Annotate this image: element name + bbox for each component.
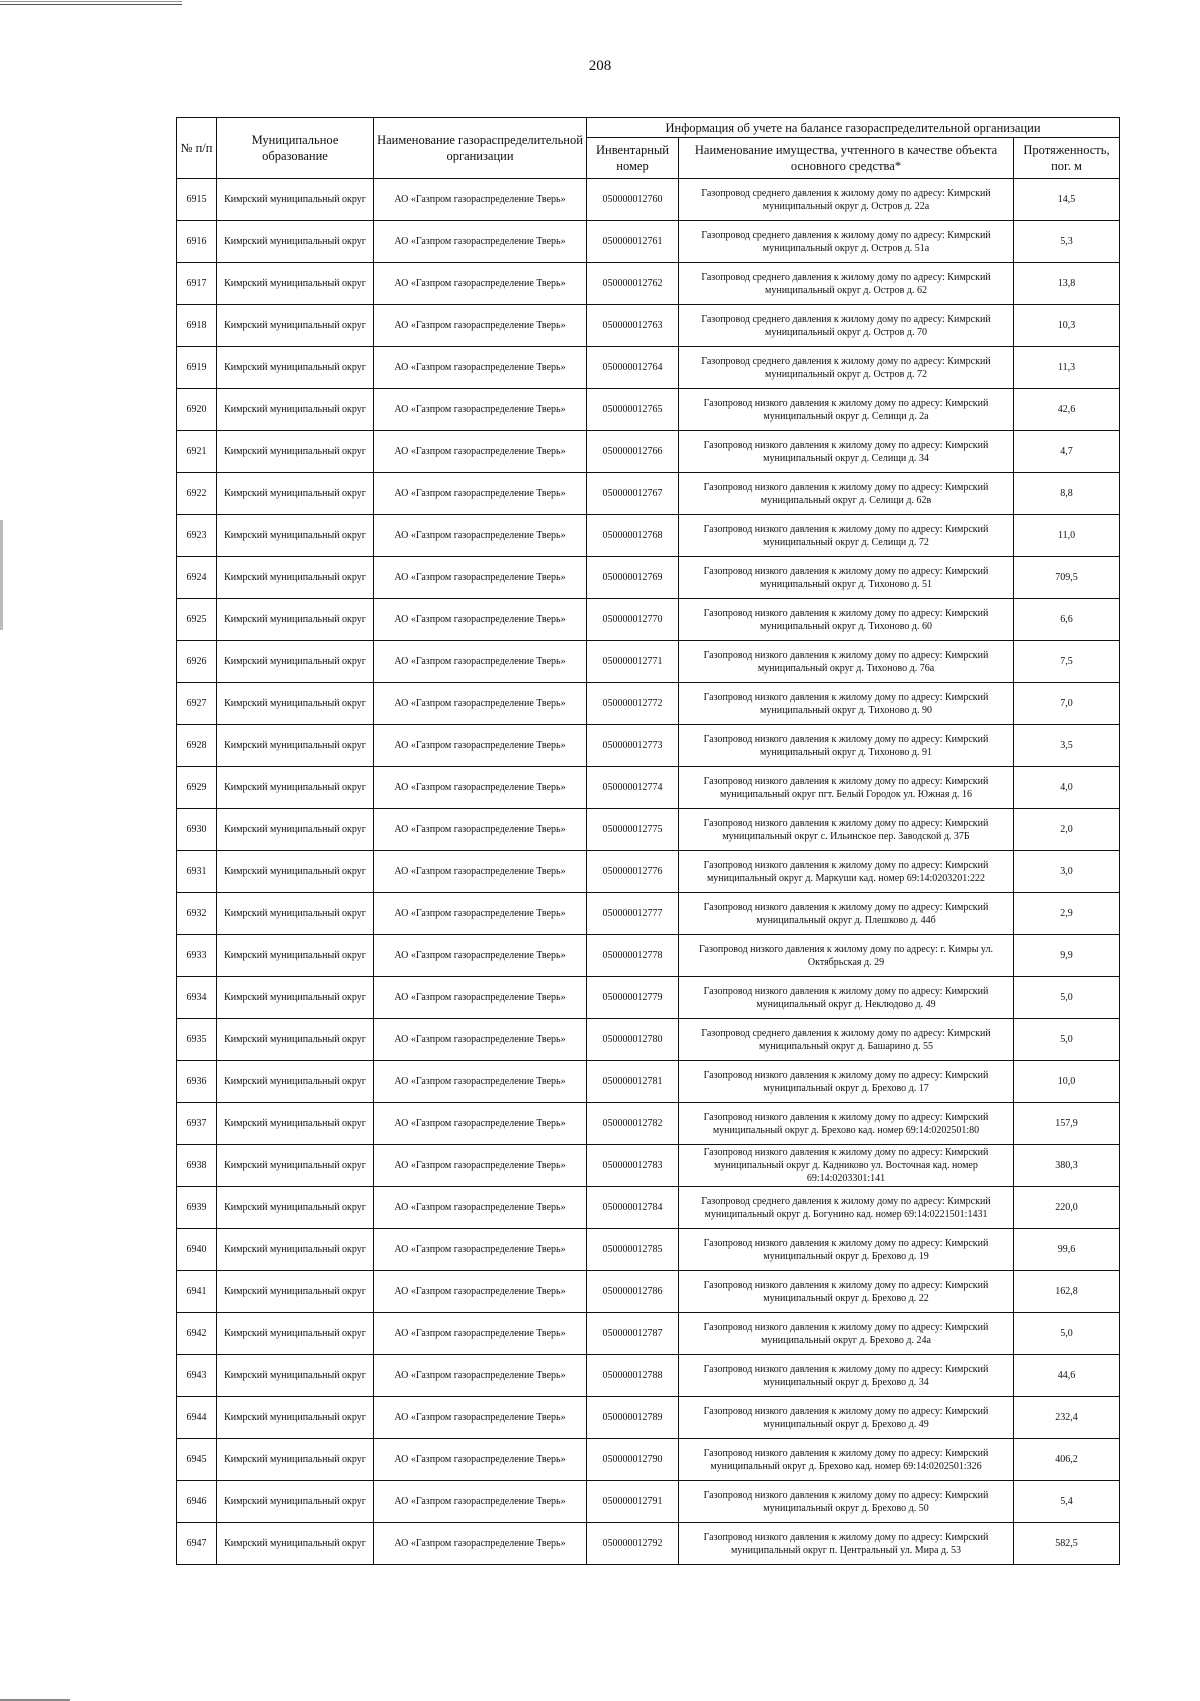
municipality-cell: Кимрский муниципальный округ [217, 1103, 374, 1145]
organization-cell: АО «Газпром газораспределение Тверь» [374, 1019, 587, 1061]
inventory-number-cell: 050000012768 [587, 515, 679, 557]
asset-description-cell: Газопровод низкого давления к жилому дому по адресу: Кимрский муниципальный округ д. Брехово д. 49 [679, 1397, 1014, 1439]
table-row [177, 1187, 1120, 1229]
length-cell: 157,9 [1014, 1103, 1120, 1145]
table-body [177, 179, 1120, 1565]
organization-cell: АО «Газпром газораспределение Тверь» [374, 1187, 587, 1229]
corner-rule [0, 4, 182, 5]
organization-cell: АО «Газпром газораспределение Тверь» [374, 1523, 587, 1565]
municipality-cell: Кимрский муниципальный округ [217, 809, 374, 851]
organization-cell: АО «Газпром газораспределение Тверь» [374, 431, 587, 473]
length-cell: 99,6 [1014, 1229, 1120, 1271]
organization-cell: АО «Газпром газораспределение Тверь» [374, 809, 587, 851]
inventory-number-cell: 050000012777 [587, 893, 679, 935]
length-cell: 14,5 [1014, 179, 1120, 221]
row-number: 6920 [177, 389, 217, 431]
municipality-cell: Кимрский муниципальный округ [217, 1019, 374, 1061]
table-header-row [177, 118, 1120, 138]
organization-cell: АО «Газпром газораспределение Тверь» [374, 1145, 587, 1187]
asset-description-cell: Газопровод низкого давления к жилому дому по адресу: Кимрский муниципальный округ д. Брехово д. 17 [679, 1061, 1014, 1103]
inventory-number-cell: 050000012767 [587, 473, 679, 515]
asset-description-cell: Газопровод низкого давления к жилому дому по адресу: Кимрский муниципальный округ д. Плешково д. 44б [679, 893, 1014, 935]
table-row [177, 347, 1120, 389]
table-row [177, 851, 1120, 893]
municipality-cell: Кимрский муниципальный округ [217, 1271, 374, 1313]
municipality-cell: Кимрский муниципальный округ [217, 221, 374, 263]
length-cell: 4,7 [1014, 431, 1120, 473]
corner-rule-top [0, 1, 182, 2]
organization-cell: АО «Газпром газораспределение Тверь» [374, 683, 587, 725]
organization-cell: АО «Газпром газораспределение Тверь» [374, 305, 587, 347]
length-cell: 2,9 [1014, 893, 1120, 935]
row-number: 6945 [177, 1439, 217, 1481]
municipality-cell: Кимрский муниципальный округ [217, 1313, 374, 1355]
table-row [177, 683, 1120, 725]
asset-description-cell: Газопровод среднего давления к жилому дому по адресу: Кимрский муниципальный округ д. Остров д. 72 [679, 347, 1014, 389]
asset-description-cell: Газопровод низкого давления к жилому дому по адресу: Кимрский муниципальный округ д. Селищи д. 2а [679, 389, 1014, 431]
asset-description-cell: Газопровод низкого давления к жилому дому по адресу: Кимрский муниципальный округ д. Селищи д. 62в [679, 473, 1014, 515]
header-organization: Наименование газораспределительной организации [374, 118, 587, 179]
organization-cell: АО «Газпром газораспределение Тверь» [374, 515, 587, 557]
table-row [177, 641, 1120, 683]
row-number: 6935 [177, 1019, 217, 1061]
inventory-number-cell: 050000012774 [587, 767, 679, 809]
organization-cell: АО «Газпром газораспределение Тверь» [374, 557, 587, 599]
table-row [177, 221, 1120, 263]
municipality-cell: Кимрский муниципальный округ [217, 1481, 374, 1523]
inventory-number-cell: 050000012783 [587, 1145, 679, 1187]
municipality-cell: Кимрский муниципальный округ [217, 179, 374, 221]
length-cell: 232,4 [1014, 1397, 1120, 1439]
organization-cell: АО «Газпром газораспределение Тверь» [374, 179, 587, 221]
length-cell: 709,5 [1014, 557, 1120, 599]
length-cell: 380,3 [1014, 1145, 1120, 1187]
inventory-number-cell: 050000012776 [587, 851, 679, 893]
inventory-number-cell: 050000012791 [587, 1481, 679, 1523]
asset-description-cell: Газопровод низкого давления к жилому дому по адресу: Кимрский муниципальный округ д. Тихоново д. 90 [679, 683, 1014, 725]
inventory-number-cell: 050000012773 [587, 725, 679, 767]
organization-cell: АО «Газпром газораспределение Тверь» [374, 263, 587, 305]
inventory-number-cell: 050000012775 [587, 809, 679, 851]
municipality-cell: Кимрский муниципальный округ [217, 1523, 374, 1565]
row-number: 6926 [177, 641, 217, 683]
row-number: 6925 [177, 599, 217, 641]
municipality-cell: Кимрский муниципальный округ [217, 767, 374, 809]
length-cell: 3,5 [1014, 725, 1120, 767]
asset-description-cell: Газопровод низкого давления к жилому дому по адресу: Кимрский муниципальный округ д. Селищи д. 72 [679, 515, 1014, 557]
length-cell: 162,8 [1014, 1271, 1120, 1313]
municipality-cell: Кимрский муниципальный округ [217, 977, 374, 1019]
length-cell: 10,3 [1014, 305, 1120, 347]
length-cell: 7,0 [1014, 683, 1120, 725]
municipality-cell: Кимрский муниципальный округ [217, 389, 374, 431]
inventory-number-cell: 050000012790 [587, 1439, 679, 1481]
inventory-number-cell: 050000012784 [587, 1187, 679, 1229]
municipality-cell: Кимрский муниципальный округ [217, 1355, 374, 1397]
organization-cell: АО «Газпром газораспределение Тверь» [374, 347, 587, 389]
municipality-cell: Кимрский муниципальный округ [217, 305, 374, 347]
table-row [177, 515, 1120, 557]
row-number: 6937 [177, 1103, 217, 1145]
organization-cell: АО «Газпром газораспределение Тверь» [374, 599, 587, 641]
inventory-number-cell: 050000012789 [587, 1397, 679, 1439]
table-row [177, 767, 1120, 809]
table-row [177, 1061, 1120, 1103]
table-row [177, 1145, 1120, 1187]
row-number: 6918 [177, 305, 217, 347]
length-cell: 44,6 [1014, 1355, 1120, 1397]
row-number: 6947 [177, 1523, 217, 1565]
asset-description-cell: Газопровод низкого давления к жилому дому по адресу: Кимрский муниципальный округ д. Брехово кад. номер 69:14:0202501:80 [679, 1103, 1014, 1145]
table-row [177, 1439, 1120, 1481]
municipality-cell: Кимрский муниципальный округ [217, 935, 374, 977]
table-row [177, 557, 1120, 599]
municipality-cell: Кимрский муниципальный округ [217, 725, 374, 767]
inventory-number-cell: 050000012782 [587, 1103, 679, 1145]
organization-cell: АО «Газпром газораспределение Тверь» [374, 935, 587, 977]
municipality-cell: Кимрский муниципальный округ [217, 641, 374, 683]
organization-cell: АО «Газпром газораспределение Тверь» [374, 1061, 587, 1103]
row-number: 6932 [177, 893, 217, 935]
row-number: 6936 [177, 1061, 217, 1103]
inventory-number-cell: 050000012763 [587, 305, 679, 347]
row-number: 6915 [177, 179, 217, 221]
municipality-cell: Кимрский муниципальный округ [217, 1397, 374, 1439]
inventory-number-cell: 050000012770 [587, 599, 679, 641]
inventory-number-cell: 050000012762 [587, 263, 679, 305]
asset-description-cell: Газопровод низкого давления к жилому дому по адресу: Кимрский муниципальный округ д. Брехово д. 24а [679, 1313, 1014, 1355]
length-cell: 9,9 [1014, 935, 1120, 977]
length-cell: 13,8 [1014, 263, 1120, 305]
asset-description-cell: Газопровод среднего давления к жилому дому по адресу: Кимрский муниципальный округ д. Богунино кад. номер 69:14:0221501:1431 [679, 1187, 1014, 1229]
row-number: 6917 [177, 263, 217, 305]
table-row [177, 473, 1120, 515]
length-cell: 11,3 [1014, 347, 1120, 389]
row-number: 6942 [177, 1313, 217, 1355]
municipality-cell: Кимрский муниципальный округ [217, 1439, 374, 1481]
inventory-number-cell: 050000012785 [587, 1229, 679, 1271]
header-asset-name: Наименование имущества, учтенного в качестве объекта основного средства* [679, 138, 1014, 179]
table-row [177, 431, 1120, 473]
organization-cell: АО «Газпром газораспределение Тверь» [374, 1481, 587, 1523]
organization-cell: АО «Газпром газораспределение Тверь» [374, 389, 587, 431]
municipality-cell: Кимрский муниципальный округ [217, 347, 374, 389]
asset-description-cell: Газопровод низкого давления к жилому дому по адресу: Кимрский муниципальный округ д. Маркуши кад. номер 69:14:0203201:222 [679, 851, 1014, 893]
municipality-cell: Кимрский муниципальный округ [217, 263, 374, 305]
organization-cell: АО «Газпром газораспределение Тверь» [374, 221, 587, 263]
asset-description-cell: Газопровод низкого давления к жилому дому по адресу: Кимрский муниципальный округ д. Брехово д. 19 [679, 1229, 1014, 1271]
organization-cell: АО «Газпром газораспределение Тверь» [374, 1271, 587, 1313]
municipality-cell: Кимрский муниципальный округ [217, 851, 374, 893]
inventory-number-cell: 050000012766 [587, 431, 679, 473]
row-number: 6929 [177, 767, 217, 809]
inventory-number-cell: 050000012760 [587, 179, 679, 221]
organization-cell: АО «Газпром газораспределение Тверь» [374, 1439, 587, 1481]
asset-description-cell: Газопровод низкого давления к жилому дому по адресу: Кимрский муниципальный округ д. Тихоново д. 76а [679, 641, 1014, 683]
asset-description-cell: Газопровод среднего давления к жилому дому по адресу: Кимрский муниципальный округ д. Остров д. 22а [679, 179, 1014, 221]
length-cell: 5,0 [1014, 1019, 1120, 1061]
row-number: 6916 [177, 221, 217, 263]
municipality-cell: Кимрский муниципальный округ [217, 557, 374, 599]
length-cell: 8,8 [1014, 473, 1120, 515]
asset-description-cell: Газопровод низкого давления к жилому дому по адресу: Кимрский муниципальный округ д. Брехово д. 34 [679, 1355, 1014, 1397]
organization-cell: АО «Газпром газораспределение Тверь» [374, 851, 587, 893]
inventory-number-cell: 050000012779 [587, 977, 679, 1019]
length-cell: 2,0 [1014, 809, 1120, 851]
table-row [177, 599, 1120, 641]
asset-description-cell: Газопровод низкого давления к жилому дому по адресу: Кимрский муниципальный округ д. Тихоново д. 91 [679, 725, 1014, 767]
table-row [177, 1355, 1120, 1397]
asset-description-cell: Газопровод низкого давления к жилому дому по адресу: Кимрский муниципальный округ пгт. Белый Городок ул. Южная д. 16 [679, 767, 1014, 809]
asset-description-cell: Газопровод низкого давления к жилому дому по адресу: Кимрский муниципальный округ д. Брехово д. 50 [679, 1481, 1014, 1523]
inventory-number-cell: 050000012772 [587, 683, 679, 725]
header-inventory-number: Инвентарный номер [587, 138, 679, 179]
length-cell: 7,5 [1014, 641, 1120, 683]
length-cell: 6,6 [1014, 599, 1120, 641]
row-number: 6941 [177, 1271, 217, 1313]
row-number: 6922 [177, 473, 217, 515]
table-row [177, 1523, 1120, 1565]
length-cell: 220,0 [1014, 1187, 1120, 1229]
table-row [177, 1103, 1120, 1145]
inventory-number-cell: 050000012761 [587, 221, 679, 263]
asset-description-cell: Газопровод среднего давления к жилому дому по адресу: Кимрский муниципальный округ д. Башарино д. 55 [679, 1019, 1014, 1061]
row-number: 6928 [177, 725, 217, 767]
table-row [177, 1397, 1120, 1439]
municipality-cell: Кимрский муниципальный округ [217, 1229, 374, 1271]
municipality-cell: Кимрский муниципальный округ [217, 599, 374, 641]
table-row [177, 263, 1120, 305]
gas-pipeline-registry-table [176, 117, 1120, 1565]
page-number: 208 [588, 58, 612, 74]
row-number: 6919 [177, 347, 217, 389]
table-row [177, 1229, 1120, 1271]
organization-cell: АО «Газпром газораспределение Тверь» [374, 1103, 587, 1145]
length-cell: 5,0 [1014, 977, 1120, 1019]
row-number: 6921 [177, 431, 217, 473]
length-cell: 5,0 [1014, 1313, 1120, 1355]
asset-description-cell: Газопровод низкого давления к жилому дому по адресу: Кимрский муниципальный округ д. Брехово д. 22 [679, 1271, 1014, 1313]
inventory-number-cell: 050000012788 [587, 1355, 679, 1397]
table-row [177, 1481, 1120, 1523]
row-number: 6931 [177, 851, 217, 893]
inventory-number-cell: 050000012781 [587, 1061, 679, 1103]
municipality-cell: Кимрский муниципальный округ [217, 1187, 374, 1229]
municipality-cell: Кимрский муниципальный округ [217, 893, 374, 935]
row-number: 6927 [177, 683, 217, 725]
row-number: 6933 [177, 935, 217, 977]
asset-description-cell: Газопровод низкого давления к жилому дому по адресу: г. Кимры ул. Октябрьская д. 29 [679, 935, 1014, 977]
length-cell: 406,2 [1014, 1439, 1120, 1481]
inventory-number-cell: 050000012787 [587, 1313, 679, 1355]
municipality-cell: Кимрский муниципальный округ [217, 1145, 374, 1187]
table-row [177, 1271, 1120, 1313]
asset-description-cell: Газопровод среднего давления к жилому дому по адресу: Кимрский муниципальный округ д. Остров д. 51а [679, 221, 1014, 263]
length-cell: 42,6 [1014, 389, 1120, 431]
length-cell: 5,3 [1014, 221, 1120, 263]
length-cell: 582,5 [1014, 1523, 1120, 1565]
table-row [177, 809, 1120, 851]
row-number: 6924 [177, 557, 217, 599]
table-row [177, 389, 1120, 431]
inventory-number-cell: 050000012765 [587, 389, 679, 431]
length-cell: 4,0 [1014, 767, 1120, 809]
organization-cell: АО «Газпром газораспределение Тверь» [374, 893, 587, 935]
row-number: 6939 [177, 1187, 217, 1229]
table-row [177, 725, 1120, 767]
table-row [177, 977, 1120, 1019]
municipality-cell: Кимрский муниципальный округ [217, 515, 374, 557]
organization-cell: АО «Газпром газораспределение Тверь» [374, 1355, 587, 1397]
organization-cell: АО «Газпром газораспределение Тверь» [374, 473, 587, 515]
municipality-cell: Кимрский муниципальный округ [217, 683, 374, 725]
inventory-number-cell: 050000012764 [587, 347, 679, 389]
inventory-number-cell: 050000012769 [587, 557, 679, 599]
municipality-cell: Кимрский муниципальный округ [217, 431, 374, 473]
organization-cell: АО «Газпром газораспределение Тверь» [374, 1313, 587, 1355]
header-num: № п/п [177, 118, 217, 179]
asset-description-cell: Газопровод низкого давления к жилому дому по адресу: Кимрский муниципальный округ д. Кадниково ул. Восточная кад. номер 69:14:0203301:141 [679, 1145, 1014, 1187]
asset-description-cell: Газопровод среднего давления к жилому дому по адресу: Кимрский муниципальный округ д. Остров д. 62 [679, 263, 1014, 305]
length-cell: 11,0 [1014, 515, 1120, 557]
asset-description-cell: Газопровод низкого давления к жилому дому по адресу: Кимрский муниципальный округ д. Брехово кад. номер 69:14:0202501:326 [679, 1439, 1014, 1481]
municipality-cell: Кимрский муниципальный округ [217, 1061, 374, 1103]
organization-cell: АО «Газпром газораспределение Тверь» [374, 1397, 587, 1439]
table-row [177, 179, 1120, 221]
inventory-number-cell: 050000012792 [587, 1523, 679, 1565]
organization-cell: АО «Газпром газораспределение Тверь» [374, 1229, 587, 1271]
inventory-number-cell: 050000012780 [587, 1019, 679, 1061]
length-cell: 5,4 [1014, 1481, 1120, 1523]
table-row [177, 893, 1120, 935]
table-row [177, 1313, 1120, 1355]
municipality-cell: Кимрский муниципальный округ [217, 473, 374, 515]
table-row [177, 935, 1120, 977]
header-municipality: Муниципальное образование [217, 118, 374, 179]
asset-description-cell: Газопровод низкого давления к жилому дому по адресу: Кимрский муниципальный округ п. Центральный ул. Мира д. 53 [679, 1523, 1014, 1565]
row-number: 6938 [177, 1145, 217, 1187]
table-row [177, 1019, 1120, 1061]
table-row [177, 305, 1120, 347]
organization-cell: АО «Газпром газораспределение Тверь» [374, 641, 587, 683]
asset-description-cell: Газопровод низкого давления к жилому дому по адресу: Кимрский муниципальный округ д. Селищи д. 34 [679, 431, 1014, 473]
asset-description-cell: Газопровод низкого давления к жилому дому по адресу: Кимрский муниципальный округ с. Ильинское пер. Заводской д. 37Б [679, 809, 1014, 851]
row-number: 6946 [177, 1481, 217, 1523]
length-cell: 3,0 [1014, 851, 1120, 893]
row-number: 6934 [177, 977, 217, 1019]
length-cell: 10,0 [1014, 1061, 1120, 1103]
asset-description-cell: Газопровод низкого давления к жилому дому по адресу: Кимрский муниципальный округ д. Неклюдово д. 49 [679, 977, 1014, 1019]
asset-description-cell: Газопровод среднего давления к жилому дому по адресу: Кимрский муниципальный округ д. Остров д. 70 [679, 305, 1014, 347]
row-number: 6944 [177, 1397, 217, 1439]
organization-cell: АО «Газпром газораспределение Тверь» [374, 725, 587, 767]
row-number: 6923 [177, 515, 217, 557]
header-balance-info: Информация об учете на балансе газораспределительной организации [587, 118, 1120, 138]
header-length: Протяженность, пог. м [1014, 138, 1120, 179]
inventory-number-cell: 050000012771 [587, 641, 679, 683]
asset-description-cell: Газопровод низкого давления к жилому дому по адресу: Кимрский муниципальный округ д. Тихоново д. 51 [679, 557, 1014, 599]
asset-description-cell: Газопровод низкого давления к жилому дому по адресу: Кимрский муниципальный округ д. Тихоново д. 60 [679, 599, 1014, 641]
row-number: 6943 [177, 1355, 217, 1397]
organization-cell: АО «Газпром газораспределение Тверь» [374, 767, 587, 809]
organization-cell: АО «Газпром газораспределение Тверь» [374, 977, 587, 1019]
scan-edge-mark [0, 520, 3, 630]
row-number: 6930 [177, 809, 217, 851]
inventory-number-cell: 050000012786 [587, 1271, 679, 1313]
row-number: 6940 [177, 1229, 217, 1271]
inventory-number-cell: 050000012778 [587, 935, 679, 977]
